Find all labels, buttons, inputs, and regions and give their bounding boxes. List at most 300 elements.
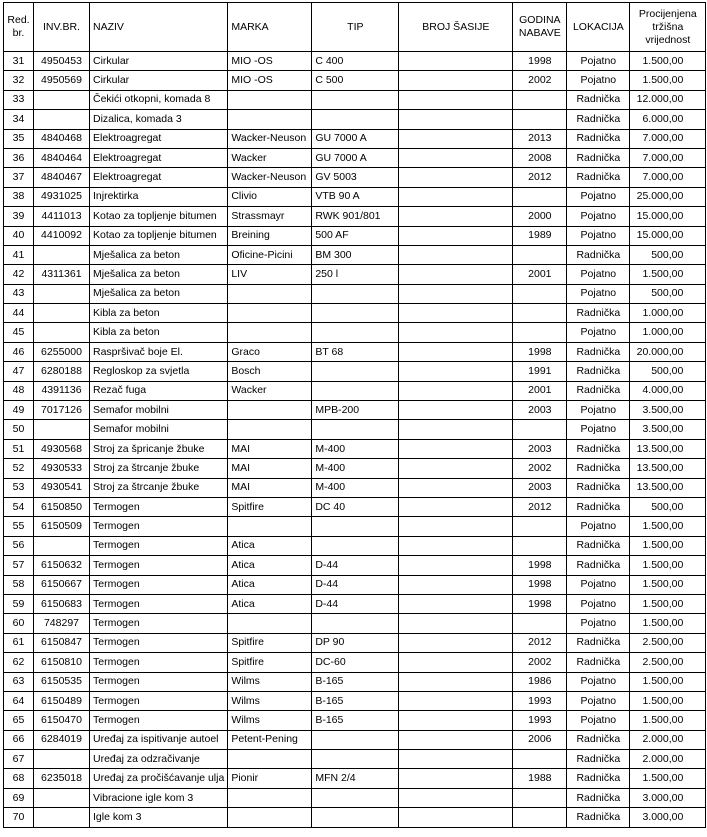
header-naziv: NAZIV bbox=[90, 3, 228, 52]
header-broj-sasije: BROJ ŠASIJE bbox=[399, 3, 513, 52]
cell-tip bbox=[312, 362, 399, 381]
table-row bbox=[4, 536, 706, 555]
table-row bbox=[4, 304, 706, 323]
cell-godina-nabave bbox=[513, 750, 567, 769]
cell-naziv: Termogen bbox=[90, 497, 228, 516]
table-row bbox=[4, 497, 706, 516]
cell-tip: C 400 bbox=[312, 52, 399, 71]
cell-broj-sasije bbox=[399, 769, 513, 788]
cell-naziv: Rezač fuga bbox=[90, 381, 228, 400]
cell-red-br: 41 bbox=[4, 245, 34, 264]
cell-marka: Wacker-Neuson bbox=[228, 168, 312, 187]
cell-inv-br: 6150535 bbox=[34, 672, 90, 691]
cell-inv-br: 6150810 bbox=[34, 653, 90, 672]
cell-vrijednost: 13.500,00 bbox=[630, 439, 706, 458]
cell-vrijednost: 2.500,00 bbox=[630, 633, 706, 652]
cell-inv-br bbox=[34, 536, 90, 555]
cell-tip bbox=[312, 730, 399, 749]
cell-red-br: 43 bbox=[4, 284, 34, 303]
cell-lokacija: Pojatno bbox=[567, 71, 630, 90]
cell-lokacija: Radnička bbox=[567, 653, 630, 672]
table-row bbox=[4, 323, 706, 342]
table-row bbox=[4, 459, 706, 478]
cell-marka: Graco bbox=[228, 342, 312, 361]
header-lokacija: LOKACIJA bbox=[567, 3, 630, 52]
cell-tip: M-400 bbox=[312, 439, 399, 458]
cell-lokacija: Pojatno bbox=[567, 284, 630, 303]
cell-naziv: Termogen bbox=[90, 536, 228, 555]
table-row bbox=[4, 575, 706, 594]
cell-marka: Pionir bbox=[228, 769, 312, 788]
cell-tip bbox=[312, 808, 399, 827]
table-row bbox=[4, 342, 706, 361]
cell-naziv: Cirkular bbox=[90, 71, 228, 90]
cell-broj-sasije bbox=[399, 614, 513, 633]
cell-red-br: 65 bbox=[4, 711, 34, 730]
cell-tip bbox=[312, 420, 399, 439]
cell-naziv: Mješalica za beton bbox=[90, 284, 228, 303]
cell-tip: BT 68 bbox=[312, 342, 399, 361]
cell-lokacija: Radnička bbox=[567, 769, 630, 788]
cell-tip: VTB 90 A bbox=[312, 187, 399, 206]
cell-tip: B-165 bbox=[312, 691, 399, 710]
cell-godina-nabave bbox=[513, 808, 567, 827]
cell-red-br: 31 bbox=[4, 52, 34, 71]
cell-inv-br bbox=[34, 284, 90, 303]
cell-vrijednost: 1.500,00 bbox=[630, 614, 706, 633]
cell-red-br: 54 bbox=[4, 497, 34, 516]
cell-lokacija: Pojatno bbox=[567, 265, 630, 284]
cell-marka bbox=[228, 788, 312, 807]
cell-vrijednost: 1.500,00 bbox=[630, 265, 706, 284]
cell-godina-nabave: 1993 bbox=[513, 691, 567, 710]
cell-naziv: Semafor mobilni bbox=[90, 420, 228, 439]
cell-naziv: Termogen bbox=[90, 575, 228, 594]
cell-red-br: 51 bbox=[4, 439, 34, 458]
cell-vrijednost: 7.000,00 bbox=[630, 148, 706, 167]
cell-vrijednost: 1.500,00 bbox=[630, 769, 706, 788]
cell-marka: Strassmayr bbox=[228, 207, 312, 226]
cell-marka: MIO -OS bbox=[228, 52, 312, 71]
cell-red-br: 63 bbox=[4, 672, 34, 691]
cell-tip bbox=[312, 788, 399, 807]
cell-broj-sasije bbox=[399, 129, 513, 148]
cell-inv-br: 6150667 bbox=[34, 575, 90, 594]
cell-inv-br bbox=[34, 323, 90, 342]
cell-inv-br: 4840468 bbox=[34, 129, 90, 148]
cell-red-br: 60 bbox=[4, 614, 34, 633]
cell-vrijednost: 3.000,00 bbox=[630, 788, 706, 807]
cell-inv-br: 6150847 bbox=[34, 633, 90, 652]
cell-broj-sasije bbox=[399, 304, 513, 323]
cell-tip bbox=[312, 614, 399, 633]
cell-inv-br: 4391136 bbox=[34, 381, 90, 400]
cell-marka: Spitfire bbox=[228, 653, 312, 672]
cell-naziv: Uređaj za ispitivanje autoel bbox=[90, 730, 228, 749]
cell-tip: 500 AF bbox=[312, 226, 399, 245]
table-row bbox=[4, 672, 706, 691]
cell-vrijednost: 7.000,00 bbox=[630, 129, 706, 148]
cell-tip: D-44 bbox=[312, 556, 399, 575]
cell-inv-br: 4840464 bbox=[34, 148, 90, 167]
header-vrijednost: Procijenjena tržišna vrijednost bbox=[630, 3, 706, 52]
cell-lokacija: Pojatno bbox=[567, 672, 630, 691]
cell-vrijednost: 1.500,00 bbox=[630, 71, 706, 90]
cell-vrijednost: 15.000,00 bbox=[630, 207, 706, 226]
cell-godina-nabave: 2012 bbox=[513, 633, 567, 652]
cell-tip: M-400 bbox=[312, 478, 399, 497]
cell-godina-nabave bbox=[513, 187, 567, 206]
cell-godina-nabave bbox=[513, 517, 567, 536]
cell-inv-br: 4840467 bbox=[34, 168, 90, 187]
cell-inv-br: 4410092 bbox=[34, 226, 90, 245]
cell-marka: Wilms bbox=[228, 672, 312, 691]
cell-lokacija: Radnička bbox=[567, 808, 630, 827]
cell-broj-sasije bbox=[399, 556, 513, 575]
cell-vrijednost: 1.500,00 bbox=[630, 52, 706, 71]
cell-tip: M-400 bbox=[312, 459, 399, 478]
cell-tip: MFN 2/4 bbox=[312, 769, 399, 788]
cell-red-br: 67 bbox=[4, 750, 34, 769]
cell-lokacija: Pojatno bbox=[567, 614, 630, 633]
cell-lokacija: Radnička bbox=[567, 129, 630, 148]
cell-inv-br: 6255000 bbox=[34, 342, 90, 361]
cell-inv-br: 6150509 bbox=[34, 517, 90, 536]
cell-naziv: Termogen bbox=[90, 594, 228, 613]
cell-vrijednost: 20.000,00 bbox=[630, 342, 706, 361]
table-row bbox=[4, 750, 706, 769]
cell-broj-sasije bbox=[399, 207, 513, 226]
cell-vrijednost: 15.000,00 bbox=[630, 226, 706, 245]
cell-marka bbox=[228, 401, 312, 420]
cell-red-br: 35 bbox=[4, 129, 34, 148]
cell-vrijednost: 1.000,00 bbox=[630, 304, 706, 323]
cell-tip: GV 5003 bbox=[312, 168, 399, 187]
header-red-br: Red. br. bbox=[4, 3, 34, 52]
cell-marka: Wilms bbox=[228, 691, 312, 710]
cell-naziv: Termogen bbox=[90, 691, 228, 710]
cell-broj-sasije bbox=[399, 594, 513, 613]
cell-lokacija: Radnička bbox=[567, 536, 630, 555]
cell-inv-br: 6150850 bbox=[34, 497, 90, 516]
cell-marka: Atica bbox=[228, 594, 312, 613]
cell-godina-nabave: 2002 bbox=[513, 71, 567, 90]
cell-marka bbox=[228, 517, 312, 536]
cell-godina-nabave: 1998 bbox=[513, 52, 567, 71]
cell-naziv: Kotao za topljenje bitumen bbox=[90, 226, 228, 245]
cell-naziv: Termogen bbox=[90, 556, 228, 575]
cell-broj-sasije bbox=[399, 420, 513, 439]
cell-broj-sasije bbox=[399, 808, 513, 827]
cell-inv-br: 6150470 bbox=[34, 711, 90, 730]
cell-tip bbox=[312, 381, 399, 400]
cell-marka: MIO -OS bbox=[228, 71, 312, 90]
cell-inv-br: 4930541 bbox=[34, 478, 90, 497]
cell-vrijednost: 1.500,00 bbox=[630, 691, 706, 710]
cell-godina-nabave bbox=[513, 614, 567, 633]
cell-red-br: 70 bbox=[4, 808, 34, 827]
cell-red-br: 57 bbox=[4, 556, 34, 575]
cell-tip bbox=[312, 323, 399, 342]
cell-inv-br: 7017126 bbox=[34, 401, 90, 420]
cell-vrijednost: 1.500,00 bbox=[630, 517, 706, 536]
cell-lokacija: Radnička bbox=[567, 478, 630, 497]
cell-marka: Petent-Pening bbox=[228, 730, 312, 749]
cell-tip: C 500 bbox=[312, 71, 399, 90]
cell-naziv: Kibla za beton bbox=[90, 304, 228, 323]
cell-lokacija: Radnička bbox=[567, 110, 630, 129]
table-row bbox=[4, 401, 706, 420]
cell-naziv: Termogen bbox=[90, 653, 228, 672]
equipment-table bbox=[3, 2, 706, 828]
cell-inv-br bbox=[34, 808, 90, 827]
cell-broj-sasije bbox=[399, 187, 513, 206]
cell-godina-nabave: 1998 bbox=[513, 575, 567, 594]
cell-tip: D-44 bbox=[312, 575, 399, 594]
cell-red-br: 44 bbox=[4, 304, 34, 323]
cell-godina-nabave: 2001 bbox=[513, 265, 567, 284]
cell-tip bbox=[312, 110, 399, 129]
cell-inv-br bbox=[34, 110, 90, 129]
cell-broj-sasije bbox=[399, 226, 513, 245]
cell-naziv: Termogen bbox=[90, 711, 228, 730]
cell-naziv: Regloskop za svjetla bbox=[90, 362, 228, 381]
table-row bbox=[4, 711, 706, 730]
cell-naziv: Kotao za topljenje bitumen bbox=[90, 207, 228, 226]
cell-red-br: 46 bbox=[4, 342, 34, 361]
cell-marka: Breining bbox=[228, 226, 312, 245]
cell-inv-br: 6150683 bbox=[34, 594, 90, 613]
cell-red-br: 32 bbox=[4, 71, 34, 90]
cell-broj-sasije bbox=[399, 517, 513, 536]
cell-lokacija: Pojatno bbox=[567, 52, 630, 71]
table-row bbox=[4, 71, 706, 90]
cell-naziv: Termogen bbox=[90, 517, 228, 536]
cell-lokacija: Radnička bbox=[567, 245, 630, 264]
cell-marka bbox=[228, 808, 312, 827]
cell-lokacija: Pojatno bbox=[567, 575, 630, 594]
cell-marka: Wacker bbox=[228, 148, 312, 167]
cell-godina-nabave: 2008 bbox=[513, 148, 567, 167]
table-body bbox=[4, 52, 706, 828]
cell-naziv: Stroj za špricanje žbuke bbox=[90, 439, 228, 458]
cell-lokacija: Radnička bbox=[567, 90, 630, 109]
cell-marka: Spitfire bbox=[228, 497, 312, 516]
table-row bbox=[4, 478, 706, 497]
cell-naziv: Elektroagregat bbox=[90, 168, 228, 187]
cell-broj-sasije bbox=[399, 711, 513, 730]
cell-red-br: 58 bbox=[4, 575, 34, 594]
cell-godina-nabave bbox=[513, 536, 567, 555]
table-row bbox=[4, 517, 706, 536]
cell-godina-nabave: 2001 bbox=[513, 381, 567, 400]
cell-godina-nabave: 2012 bbox=[513, 497, 567, 516]
cell-godina-nabave: 1988 bbox=[513, 769, 567, 788]
cell-inv-br: 4930533 bbox=[34, 459, 90, 478]
cell-marka: Atica bbox=[228, 556, 312, 575]
cell-vrijednost: 500,00 bbox=[630, 362, 706, 381]
cell-vrijednost: 500,00 bbox=[630, 497, 706, 516]
cell-red-br: 39 bbox=[4, 207, 34, 226]
cell-marka bbox=[228, 750, 312, 769]
header-godina-nabave: GODINA NABAVE bbox=[513, 3, 567, 52]
table-row bbox=[4, 207, 706, 226]
cell-vrijednost: 2.000,00 bbox=[630, 730, 706, 749]
table-row bbox=[4, 439, 706, 458]
cell-marka bbox=[228, 614, 312, 633]
cell-inv-br: 4311361 bbox=[34, 265, 90, 284]
cell-broj-sasije bbox=[399, 497, 513, 516]
cell-tip: DC-60 bbox=[312, 653, 399, 672]
cell-vrijednost: 25.000,00 bbox=[630, 187, 706, 206]
table-row bbox=[4, 226, 706, 245]
cell-godina-nabave bbox=[513, 420, 567, 439]
cell-lokacija: Radnička bbox=[567, 497, 630, 516]
cell-broj-sasije bbox=[399, 633, 513, 652]
cell-naziv: Elektroagregat bbox=[90, 129, 228, 148]
cell-lokacija: Radnička bbox=[567, 362, 630, 381]
cell-naziv: Dizalica, komada 3 bbox=[90, 110, 228, 129]
cell-godina-nabave bbox=[513, 323, 567, 342]
table-row bbox=[4, 730, 706, 749]
cell-marka: MAI bbox=[228, 439, 312, 458]
cell-red-br: 69 bbox=[4, 788, 34, 807]
table-row bbox=[4, 90, 706, 109]
cell-broj-sasije bbox=[399, 323, 513, 342]
table-row bbox=[4, 633, 706, 652]
cell-naziv: Stroj za štrcanje žbuke bbox=[90, 478, 228, 497]
cell-red-br: 68 bbox=[4, 769, 34, 788]
cell-tip: B-165 bbox=[312, 672, 399, 691]
cell-godina-nabave bbox=[513, 284, 567, 303]
cell-lokacija: Radnička bbox=[567, 750, 630, 769]
cell-vrijednost: 2.000,00 bbox=[630, 750, 706, 769]
cell-godina-nabave: 1989 bbox=[513, 226, 567, 245]
cell-godina-nabave: 1998 bbox=[513, 594, 567, 613]
cell-broj-sasije bbox=[399, 342, 513, 361]
cell-marka: MAI bbox=[228, 478, 312, 497]
cell-lokacija: Pojatno bbox=[567, 594, 630, 613]
cell-inv-br: 4950569 bbox=[34, 71, 90, 90]
cell-red-br: 34 bbox=[4, 110, 34, 129]
cell-red-br: 59 bbox=[4, 594, 34, 613]
cell-godina-nabave: 2003 bbox=[513, 439, 567, 458]
table-row bbox=[4, 129, 706, 148]
cell-godina-nabave: 2000 bbox=[513, 207, 567, 226]
cell-vrijednost: 4.000,00 bbox=[630, 381, 706, 400]
cell-tip: BM 300 bbox=[312, 245, 399, 264]
cell-broj-sasije bbox=[399, 730, 513, 749]
cell-broj-sasije bbox=[399, 148, 513, 167]
cell-marka bbox=[228, 284, 312, 303]
cell-red-br: 37 bbox=[4, 168, 34, 187]
cell-lokacija: Pojatno bbox=[567, 420, 630, 439]
cell-tip bbox=[312, 90, 399, 109]
cell-broj-sasije bbox=[399, 672, 513, 691]
cell-inv-br bbox=[34, 420, 90, 439]
cell-vrijednost: 1.500,00 bbox=[630, 536, 706, 555]
table-row bbox=[4, 769, 706, 788]
cell-inv-br: 6284019 bbox=[34, 730, 90, 749]
cell-godina-nabave bbox=[513, 788, 567, 807]
cell-red-br: 38 bbox=[4, 187, 34, 206]
cell-godina-nabave: 2002 bbox=[513, 653, 567, 672]
cell-tip: GU 7000 A bbox=[312, 148, 399, 167]
cell-naziv: Cirkular bbox=[90, 52, 228, 71]
table-row bbox=[4, 788, 706, 807]
table-row bbox=[4, 420, 706, 439]
table-row bbox=[4, 52, 706, 71]
cell-inv-br: 6150489 bbox=[34, 691, 90, 710]
cell-tip: B-165 bbox=[312, 711, 399, 730]
cell-lokacija: Pojatno bbox=[567, 323, 630, 342]
cell-marka bbox=[228, 420, 312, 439]
cell-marka: MAI bbox=[228, 459, 312, 478]
cell-tip bbox=[312, 517, 399, 536]
cell-marka bbox=[228, 323, 312, 342]
cell-tip: GU 7000 A bbox=[312, 129, 399, 148]
cell-vrijednost: 500,00 bbox=[630, 284, 706, 303]
cell-godina-nabave: 1993 bbox=[513, 711, 567, 730]
table-row bbox=[4, 808, 706, 827]
table-row bbox=[4, 594, 706, 613]
cell-naziv: Termogen bbox=[90, 614, 228, 633]
cell-broj-sasije bbox=[399, 653, 513, 672]
cell-vrijednost: 13.500,00 bbox=[630, 459, 706, 478]
cell-naziv: Termogen bbox=[90, 672, 228, 691]
cell-inv-br: 4930568 bbox=[34, 439, 90, 458]
cell-naziv: Vibracione igle kom 3 bbox=[90, 788, 228, 807]
cell-broj-sasije bbox=[399, 168, 513, 187]
cell-broj-sasije bbox=[399, 536, 513, 555]
cell-godina-nabave bbox=[513, 90, 567, 109]
cell-red-br: 49 bbox=[4, 401, 34, 420]
cell-red-br: 56 bbox=[4, 536, 34, 555]
cell-marka: LIV bbox=[228, 265, 312, 284]
cell-godina-nabave: 1991 bbox=[513, 362, 567, 381]
table-row bbox=[4, 614, 706, 633]
cell-godina-nabave: 2012 bbox=[513, 168, 567, 187]
cell-red-br: 52 bbox=[4, 459, 34, 478]
table-row bbox=[4, 381, 706, 400]
cell-red-br: 66 bbox=[4, 730, 34, 749]
cell-broj-sasije bbox=[399, 110, 513, 129]
cell-red-br: 62 bbox=[4, 653, 34, 672]
cell-inv-br: 4411013 bbox=[34, 207, 90, 226]
cell-tip: RWK 901/801 bbox=[312, 207, 399, 226]
header-tip: TIP bbox=[312, 3, 399, 52]
cell-tip: DP 90 bbox=[312, 633, 399, 652]
cell-inv-br bbox=[34, 90, 90, 109]
cell-red-br: 45 bbox=[4, 323, 34, 342]
cell-broj-sasije bbox=[399, 401, 513, 420]
cell-tip: MPB-200 bbox=[312, 401, 399, 420]
cell-naziv: Mješalica za beton bbox=[90, 265, 228, 284]
cell-godina-nabave: 2006 bbox=[513, 730, 567, 749]
cell-marka: Atica bbox=[228, 575, 312, 594]
table-row bbox=[4, 653, 706, 672]
cell-lokacija: Radnička bbox=[567, 459, 630, 478]
cell-naziv: Elektroagregat bbox=[90, 148, 228, 167]
cell-tip bbox=[312, 750, 399, 769]
table-row bbox=[4, 110, 706, 129]
cell-lokacija: Pojatno bbox=[567, 226, 630, 245]
cell-broj-sasije bbox=[399, 788, 513, 807]
cell-red-br: 33 bbox=[4, 90, 34, 109]
cell-marka bbox=[228, 90, 312, 109]
cell-naziv: Uređaj za pročišćavanje ulja bbox=[90, 769, 228, 788]
cell-naziv: Injrektirka bbox=[90, 187, 228, 206]
